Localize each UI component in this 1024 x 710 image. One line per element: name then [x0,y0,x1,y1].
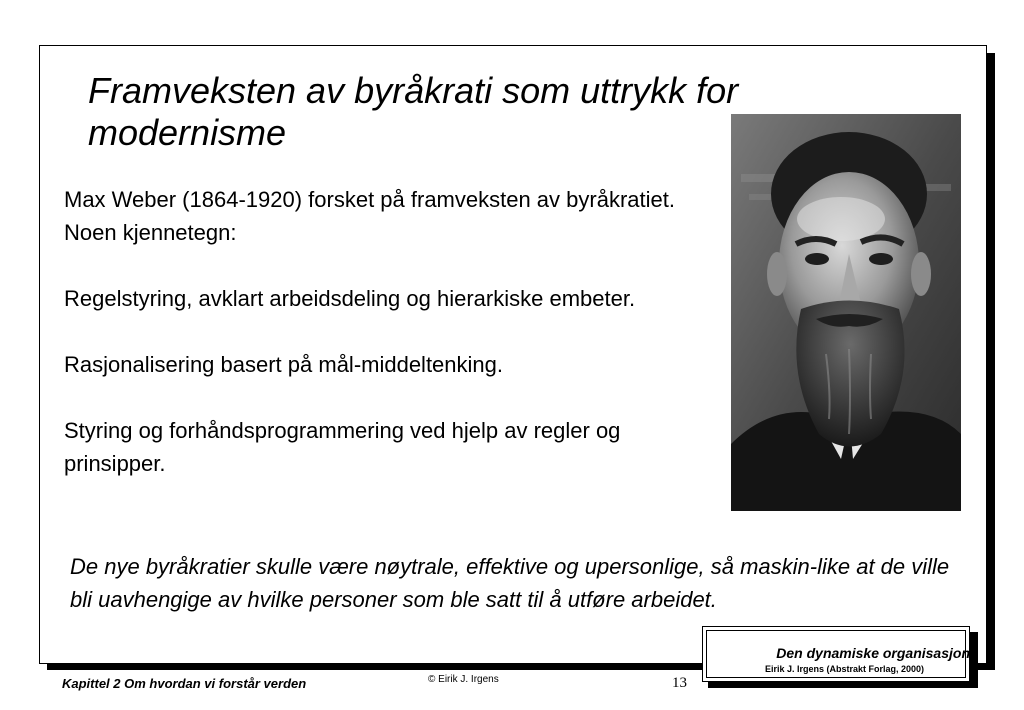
footer-chapter: Kapittel 2 Om hvordan vi forstår verden [62,676,307,691]
page-number: 13 [672,675,687,691]
paragraph-rules: Regelstyring, avklart arbeidsdeling og hierarkiske embeter. [64,286,636,311]
portrait-illustration [731,114,961,511]
book-author: Eirik J. Irgens (Abstrakt Forlag, 2000) [764,664,924,674]
paragraph-weber: Max Weber (1864-1920) forsket på framveksten av byråkratiet. Noen kjennetegn: [64,187,675,245]
footer-copyright: © Eirik J. Irgens [428,674,499,685]
book-title: Den dynamiske organisasjon [776,645,970,661]
paragraph-rationalization: Rasjonalisering basert på mål-middeltenking. [64,352,504,377]
paragraph-programming: Styring og forhåndsprogrammering ved hjelp av regler og prinsipper. [64,418,621,476]
slide-quote: De nye byråkratier skulle være nøytrale, effektive og upersonlige, så maskin-like at de ville bli uavhengige av hvilke personer som ble satt til å utføre arbeidet. [70,554,950,612]
portrait-photo [731,114,961,511]
slide-title: Framveksten av byråkrati som uttrykk for modernisme [88,70,739,153]
slide-body [64,183,724,513]
